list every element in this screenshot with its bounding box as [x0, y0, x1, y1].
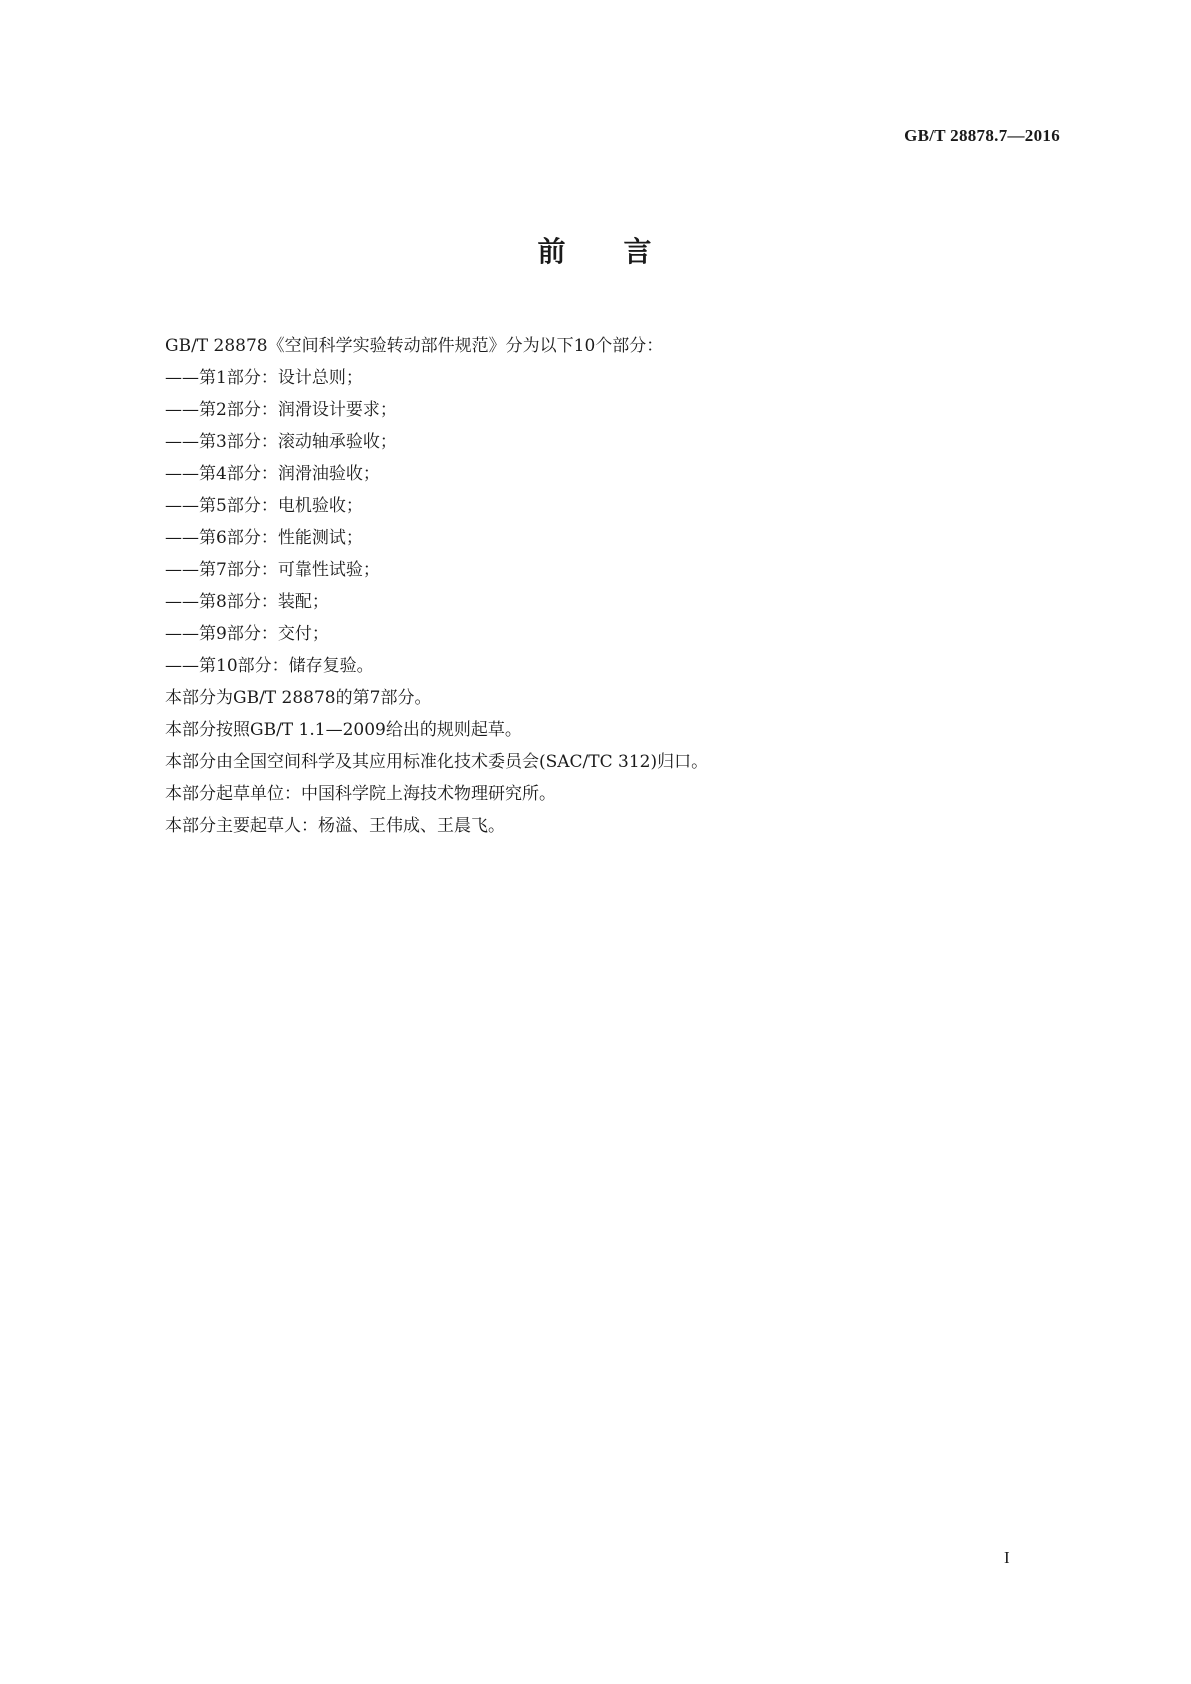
statement-paragraph: 本部分主要起草人：杨溢、王伟成、王晨飞。: [165, 816, 505, 836]
part-list-item: ——第3部分：滚动轴承验收；: [165, 432, 397, 452]
page-number: I: [1004, 1548, 1010, 1567]
part-list-item: ——第2部分：润滑设计要求；: [165, 400, 397, 420]
statement-paragraph: 本部分起草单位：中国科学院上海技术物理研究所。: [165, 784, 556, 804]
statement-paragraph: 本部分为GB/T 28878的第7部分。: [165, 688, 432, 708]
page-title: [0, 230, 1191, 270]
part-list-item: ——第6部分：性能测试；: [165, 528, 363, 548]
title-char-2: 言: [623, 235, 654, 268]
foreword-body: [165, 330, 1045, 842]
part-list-item: ——第9部分：交付；: [165, 624, 329, 644]
intro-paragraph: GB/T 28878《空间科学实验转动部件规范》分为以下10个部分：: [165, 336, 664, 356]
part-list-item: ——第8部分：装配；: [165, 592, 329, 612]
part-list-item: ——第4部分：润滑油验收；: [165, 464, 380, 484]
part-list-item: ——第7部分：可靠性试验；: [165, 560, 380, 580]
part-list-item: ——第10部分：储存复验。: [165, 656, 374, 676]
title-char-1: 前: [537, 235, 568, 268]
part-list-item: ——第5部分：电机验收；: [165, 496, 363, 516]
standard-number: GB/T 28878.7—2016: [904, 126, 1060, 145]
statement-paragraph: 本部分按照GB/T 1.1—2009给出的规则起草。: [165, 720, 522, 740]
part-list-item: ——第1部分：设计总则；: [165, 368, 363, 388]
statement-paragraph: 本部分由全国空间科学及其应用标准化技术委员会(SAC/TC 312)归口。: [165, 752, 709, 772]
